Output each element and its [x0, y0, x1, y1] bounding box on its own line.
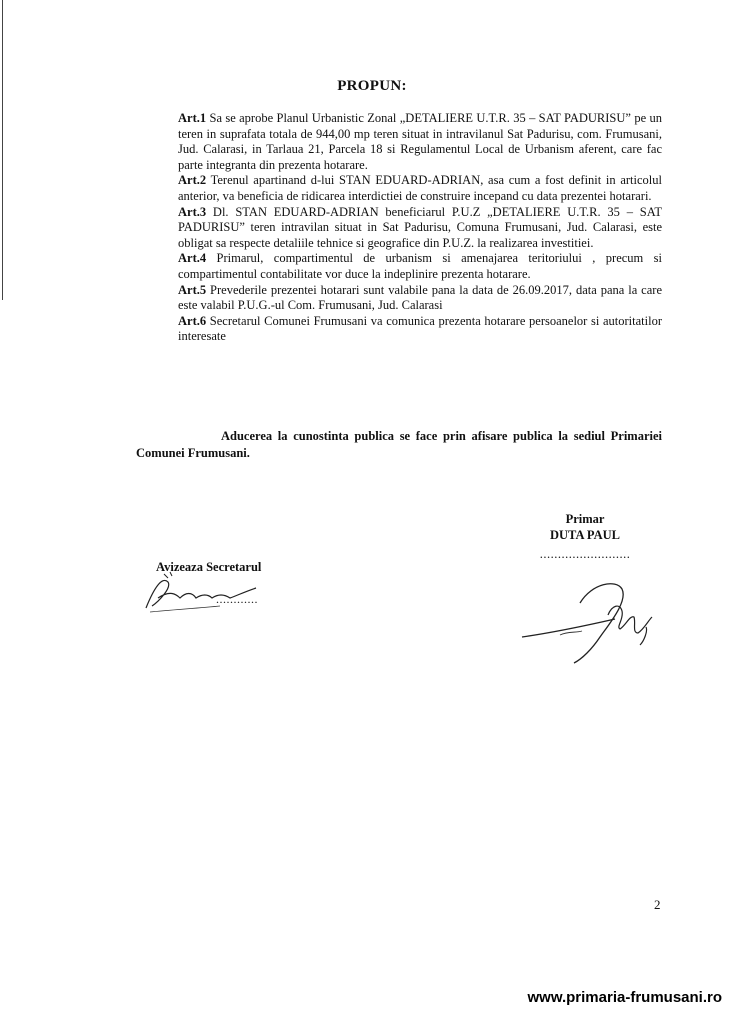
article-number: Art.4 — [178, 251, 207, 266]
article-text: Prevederile prezentei hotarari sunt valabile pana la data de 26.09.2017, data pana la care este valabil P.U.G.-ul Com. Frumusani, Jud. Calarasi — [178, 282, 662, 313]
mayor-block — [520, 511, 650, 562]
article-number: Art.6 — [178, 313, 207, 328]
article-text: Primarul, compartimentul de urbanism si amenajarea teritoriului , precum si compartimentul contabilitate vor duce la indeplinire prezenta hotarare. — [178, 251, 662, 281]
secretary-signature-line: ............ — [216, 592, 258, 606]
mayor-name: DUTA PAUL — [549, 528, 621, 542]
mayor-signature — [520, 575, 670, 665]
article-number: Art.2 — [178, 173, 207, 188]
public-notice: Aducerea la cunostinta publica se face prin afisare publica la sediul Primariei Comunei Frumusani. — [136, 429, 662, 460]
articles-list — [178, 111, 662, 345]
article-2 — [178, 173, 662, 204]
article-number: Art.1 — [178, 111, 207, 125]
article-text: Secretarul Comunei Frumusani va comunica prezenta hotarare persoanelor si autoritatilor interesate — [178, 313, 662, 344]
article-number: Art.3 — [178, 204, 207, 219]
page-number: 2 — [654, 897, 661, 912]
secretary-signature — [140, 568, 270, 618]
mayor-signature-line: ......................... — [539, 547, 631, 561]
mayor-title: Primar — [565, 512, 605, 526]
article-text: Sa se aprobe Planul Urbanistic Zonal „DETALIERE U.T.R. 35 – SAT PADURISU” pe un teren in suprafata totala de 944,00 mp teren situat in intravilanul Sat Padurisu, com. Frumusani, Jud. Calarasi, in Tarlaua 21, Parcela 18 si Regulamentul Local de Urbanism aferent, care fac parte integranta din prezenta hotarare. — [178, 111, 662, 172]
article-text: Terenul apartinand d-lui STAN EDUARD-ADRIAN, asa cum a fost definit in articolul anterior, va beneficia de ridicarea interdictiei de construire incepand cu data prezentei hotarari. — [178, 173, 662, 203]
page-edge-line — [2, 0, 3, 300]
article-number: Art.5 — [178, 282, 207, 297]
website-url: www.primaria-frumusani.ro — [527, 989, 722, 1006]
article-6 — [178, 314, 662, 345]
article-text: Dl. STAN EDUARD-ADRIAN beneficiarul P.U.Z „DETALIERE U.T.R. 35 – SAT PADURISU” teren intravilan situat in Sat Padurisu, Comuna Frumusani, Jud. Calarasi, este obligat sa respecte detaliile tehnice si geografice din P.U.Z. la realizarea investitiei. — [178, 204, 662, 250]
article-4 — [178, 251, 662, 282]
article-5 — [178, 283, 662, 314]
section-heading: PROPUN: — [337, 78, 407, 94]
article-3 — [178, 205, 662, 252]
secretary-title: Avizeaza Secretarul — [156, 560, 262, 574]
article-1 — [178, 111, 662, 173]
